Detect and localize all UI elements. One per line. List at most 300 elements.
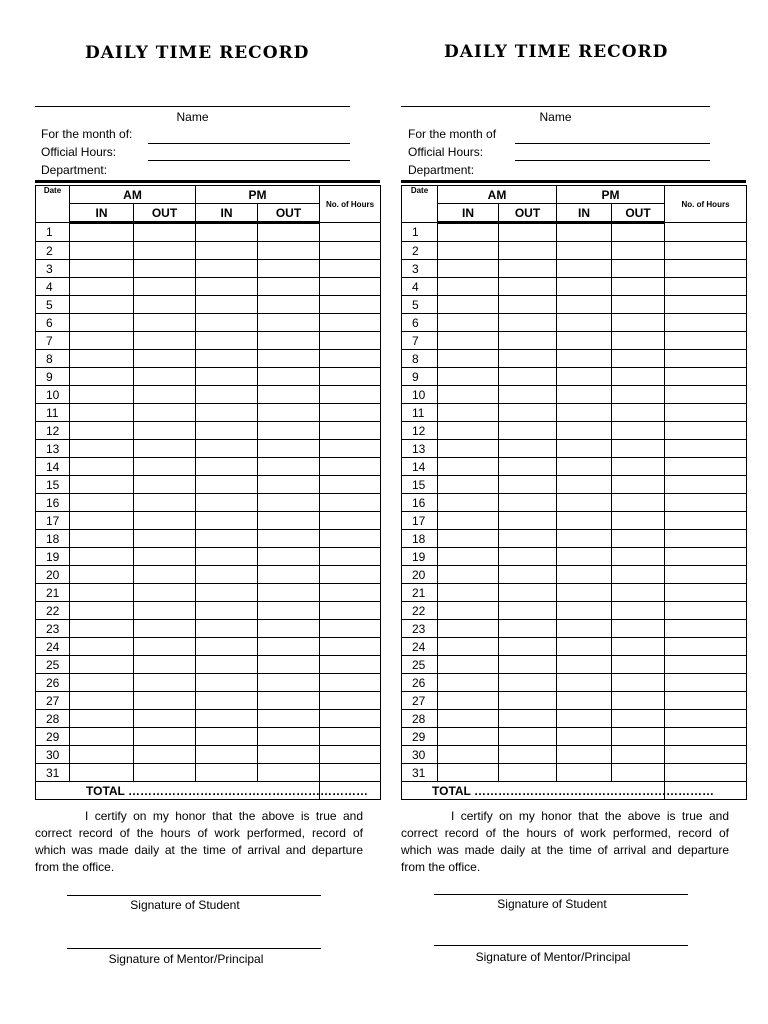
- am-in-cell[interactable]: [438, 512, 499, 530]
- am-in-cell[interactable]: [70, 566, 134, 584]
- hours-cell[interactable]: [665, 638, 747, 656]
- month-field-line[interactable]: [148, 143, 350, 144]
- pm-in-cell[interactable]: [557, 386, 612, 404]
- pm-out-cell[interactable]: [612, 223, 665, 242]
- am-out-cell[interactable]: [134, 674, 196, 692]
- official-hours-field-line[interactable]: [515, 160, 710, 161]
- hours-cell[interactable]: [665, 260, 747, 278]
- hours-cell[interactable]: [665, 422, 747, 440]
- hours-cell[interactable]: [320, 278, 381, 296]
- am-out-cell[interactable]: [499, 296, 557, 314]
- pm-out-cell[interactable]: [612, 458, 665, 476]
- am-in-cell[interactable]: [70, 764, 134, 782]
- hours-cell[interactable]: [320, 458, 381, 476]
- am-out-cell[interactable]: [134, 386, 196, 404]
- pm-in-cell[interactable]: [196, 512, 258, 530]
- am-out-cell[interactable]: [134, 512, 196, 530]
- am-in-cell[interactable]: [70, 710, 134, 728]
- pm-out-cell[interactable]: [612, 314, 665, 332]
- hours-cell[interactable]: [320, 440, 381, 458]
- am-out-cell[interactable]: [499, 656, 557, 674]
- pm-in-cell[interactable]: [557, 728, 612, 746]
- am-in-cell[interactable]: [70, 260, 134, 278]
- am-in-cell[interactable]: [438, 422, 499, 440]
- pm-in-cell[interactable]: [196, 458, 258, 476]
- hours-cell[interactable]: [320, 710, 381, 728]
- pm-out-cell[interactable]: [612, 512, 665, 530]
- hours-cell[interactable]: [320, 530, 381, 548]
- hours-cell[interactable]: [320, 602, 381, 620]
- am-out-cell[interactable]: [134, 584, 196, 602]
- pm-out-cell[interactable]: [258, 530, 320, 548]
- pm-in-cell[interactable]: [196, 223, 258, 242]
- am-in-cell[interactable]: [438, 692, 499, 710]
- hours-cell[interactable]: [320, 404, 381, 422]
- am-out-cell[interactable]: [134, 368, 196, 386]
- hours-cell[interactable]: [320, 422, 381, 440]
- am-in-cell[interactable]: [438, 566, 499, 584]
- am-in-cell[interactable]: [438, 458, 499, 476]
- pm-in-cell[interactable]: [196, 332, 258, 350]
- pm-in-cell[interactable]: [196, 404, 258, 422]
- hours-cell[interactable]: [665, 530, 747, 548]
- am-in-cell[interactable]: [70, 656, 134, 674]
- pm-in-cell[interactable]: [196, 386, 258, 404]
- hours-cell[interactable]: [320, 476, 381, 494]
- am-in-cell[interactable]: [70, 404, 134, 422]
- hours-cell[interactable]: [320, 314, 381, 332]
- pm-out-cell[interactable]: [612, 368, 665, 386]
- month-field-line[interactable]: [515, 143, 710, 144]
- hours-cell[interactable]: [320, 674, 381, 692]
- pm-out-cell[interactable]: [258, 278, 320, 296]
- hours-cell[interactable]: [320, 368, 381, 386]
- am-out-cell[interactable]: [499, 242, 557, 260]
- pm-in-cell[interactable]: [196, 242, 258, 260]
- hours-cell[interactable]: [320, 350, 381, 368]
- hours-cell[interactable]: [665, 494, 747, 512]
- student-signature-line[interactable]: [67, 895, 321, 896]
- am-out-cell[interactable]: [499, 422, 557, 440]
- hours-cell[interactable]: [320, 692, 381, 710]
- pm-in-cell[interactable]: [557, 332, 612, 350]
- am-in-cell[interactable]: [70, 314, 134, 332]
- am-out-cell[interactable]: [499, 674, 557, 692]
- pm-in-cell[interactable]: [557, 512, 612, 530]
- pm-in-cell[interactable]: [196, 422, 258, 440]
- pm-in-cell[interactable]: [557, 350, 612, 368]
- am-in-cell[interactable]: [438, 350, 499, 368]
- am-in-cell[interactable]: [438, 223, 499, 242]
- am-out-cell[interactable]: [499, 620, 557, 638]
- am-in-cell[interactable]: [70, 386, 134, 404]
- hours-cell[interactable]: [665, 728, 747, 746]
- am-out-cell[interactable]: [134, 242, 196, 260]
- hours-cell[interactable]: [665, 440, 747, 458]
- pm-in-cell[interactable]: [557, 422, 612, 440]
- pm-out-cell[interactable]: [612, 656, 665, 674]
- am-out-cell[interactable]: [134, 548, 196, 566]
- pm-out-cell[interactable]: [258, 764, 320, 782]
- pm-out-cell[interactable]: [612, 692, 665, 710]
- am-in-cell[interactable]: [438, 584, 499, 602]
- pm-in-cell[interactable]: [196, 296, 258, 314]
- am-out-cell[interactable]: [499, 548, 557, 566]
- student-signature-line[interactable]: [434, 894, 688, 895]
- hours-cell[interactable]: [665, 764, 747, 782]
- hours-cell[interactable]: [665, 602, 747, 620]
- pm-in-cell[interactable]: [557, 440, 612, 458]
- am-out-cell[interactable]: [499, 530, 557, 548]
- pm-out-cell[interactable]: [612, 440, 665, 458]
- hours-cell[interactable]: [665, 548, 747, 566]
- pm-out-cell[interactable]: [258, 674, 320, 692]
- pm-in-cell[interactable]: [557, 242, 612, 260]
- am-out-cell[interactable]: [499, 350, 557, 368]
- pm-out-cell[interactable]: [612, 530, 665, 548]
- pm-out-cell[interactable]: [258, 223, 320, 242]
- hours-cell[interactable]: [320, 584, 381, 602]
- pm-out-cell[interactable]: [612, 674, 665, 692]
- pm-out-cell[interactable]: [258, 260, 320, 278]
- am-in-cell[interactable]: [438, 314, 499, 332]
- am-in-cell[interactable]: [438, 638, 499, 656]
- am-in-cell[interactable]: [70, 728, 134, 746]
- pm-out-cell[interactable]: [258, 728, 320, 746]
- pm-out-cell[interactable]: [612, 620, 665, 638]
- pm-out-cell[interactable]: [258, 386, 320, 404]
- pm-out-cell[interactable]: [258, 710, 320, 728]
- pm-in-cell[interactable]: [557, 656, 612, 674]
- am-out-cell[interactable]: [499, 746, 557, 764]
- pm-out-cell[interactable]: [612, 494, 665, 512]
- am-out-cell[interactable]: [499, 332, 557, 350]
- pm-in-cell[interactable]: [557, 368, 612, 386]
- pm-out-cell[interactable]: [612, 728, 665, 746]
- pm-out-cell[interactable]: [612, 584, 665, 602]
- am-out-cell[interactable]: [499, 314, 557, 332]
- pm-in-cell[interactable]: [196, 260, 258, 278]
- pm-out-cell[interactable]: [612, 296, 665, 314]
- am-in-cell[interactable]: [438, 746, 499, 764]
- pm-in-cell[interactable]: [557, 584, 612, 602]
- pm-in-cell[interactable]: [196, 530, 258, 548]
- pm-in-cell[interactable]: [196, 494, 258, 512]
- hours-cell[interactable]: [320, 620, 381, 638]
- pm-in-cell[interactable]: [557, 602, 612, 620]
- am-in-cell[interactable]: [438, 656, 499, 674]
- am-in-cell[interactable]: [70, 512, 134, 530]
- am-out-cell[interactable]: [499, 386, 557, 404]
- am-in-cell[interactable]: [70, 332, 134, 350]
- am-out-cell[interactable]: [134, 332, 196, 350]
- am-out-cell[interactable]: [499, 638, 557, 656]
- hours-cell[interactable]: [320, 242, 381, 260]
- pm-out-cell[interactable]: [612, 332, 665, 350]
- am-in-cell[interactable]: [438, 602, 499, 620]
- am-out-cell[interactable]: [134, 223, 196, 242]
- am-in-cell[interactable]: [438, 710, 499, 728]
- pm-out-cell[interactable]: [612, 548, 665, 566]
- pm-in-cell[interactable]: [196, 602, 258, 620]
- am-in-cell[interactable]: [438, 674, 499, 692]
- pm-out-cell[interactable]: [612, 566, 665, 584]
- hours-cell[interactable]: [320, 296, 381, 314]
- pm-in-cell[interactable]: [557, 530, 612, 548]
- pm-out-cell[interactable]: [258, 692, 320, 710]
- pm-in-cell[interactable]: [557, 314, 612, 332]
- pm-out-cell[interactable]: [258, 620, 320, 638]
- hours-cell[interactable]: [320, 223, 381, 242]
- pm-in-cell[interactable]: [557, 260, 612, 278]
- am-out-cell[interactable]: [499, 584, 557, 602]
- pm-in-cell[interactable]: [557, 278, 612, 296]
- pm-out-cell[interactable]: [612, 260, 665, 278]
- hours-cell[interactable]: [320, 548, 381, 566]
- pm-out-cell[interactable]: [612, 710, 665, 728]
- hours-cell[interactable]: [665, 458, 747, 476]
- pm-in-cell[interactable]: [557, 458, 612, 476]
- pm-in-cell[interactable]: [196, 710, 258, 728]
- pm-in-cell[interactable]: [196, 674, 258, 692]
- hours-cell[interactable]: [665, 314, 747, 332]
- pm-in-cell[interactable]: [196, 620, 258, 638]
- hours-cell[interactable]: [320, 566, 381, 584]
- pm-in-cell[interactable]: [196, 350, 258, 368]
- am-in-cell[interactable]: [438, 296, 499, 314]
- pm-out-cell[interactable]: [258, 746, 320, 764]
- am-in-cell[interactable]: [70, 674, 134, 692]
- hours-cell[interactable]: [665, 584, 747, 602]
- hours-cell[interactable]: [665, 350, 747, 368]
- pm-out-cell[interactable]: [258, 332, 320, 350]
- am-out-cell[interactable]: [499, 440, 557, 458]
- am-out-cell[interactable]: [499, 728, 557, 746]
- am-in-cell[interactable]: [70, 368, 134, 386]
- am-in-cell[interactable]: [70, 638, 134, 656]
- pm-in-cell[interactable]: [196, 548, 258, 566]
- pm-in-cell[interactable]: [557, 476, 612, 494]
- am-out-cell[interactable]: [134, 458, 196, 476]
- am-in-cell[interactable]: [438, 494, 499, 512]
- am-out-cell[interactable]: [499, 494, 557, 512]
- hours-cell[interactable]: [665, 692, 747, 710]
- am-out-cell[interactable]: [134, 260, 196, 278]
- hours-cell[interactable]: [320, 656, 381, 674]
- pm-out-cell[interactable]: [258, 548, 320, 566]
- am-out-cell[interactable]: [499, 476, 557, 494]
- am-in-cell[interactable]: [438, 404, 499, 422]
- am-out-cell[interactable]: [134, 620, 196, 638]
- am-out-cell[interactable]: [499, 404, 557, 422]
- am-in-cell[interactable]: [438, 548, 499, 566]
- hours-cell[interactable]: [665, 223, 747, 242]
- hours-cell[interactable]: [320, 494, 381, 512]
- am-out-cell[interactable]: [134, 638, 196, 656]
- am-out-cell[interactable]: [134, 296, 196, 314]
- am-out-cell[interactable]: [499, 710, 557, 728]
- pm-out-cell[interactable]: [258, 602, 320, 620]
- am-in-cell[interactable]: [438, 260, 499, 278]
- am-in-cell[interactable]: [70, 602, 134, 620]
- hours-cell[interactable]: [320, 638, 381, 656]
- hours-cell[interactable]: [665, 566, 747, 584]
- hours-cell[interactable]: [665, 242, 747, 260]
- hours-cell[interactable]: [665, 710, 747, 728]
- am-out-cell[interactable]: [499, 458, 557, 476]
- pm-out-cell[interactable]: [258, 350, 320, 368]
- pm-out-cell[interactable]: [258, 404, 320, 422]
- am-in-cell[interactable]: [438, 242, 499, 260]
- pm-out-cell[interactable]: [258, 656, 320, 674]
- pm-in-cell[interactable]: [196, 656, 258, 674]
- pm-out-cell[interactable]: [612, 242, 665, 260]
- pm-in-cell[interactable]: [196, 314, 258, 332]
- pm-in-cell[interactable]: [557, 404, 612, 422]
- pm-in-cell[interactable]: [196, 638, 258, 656]
- hours-cell[interactable]: [320, 764, 381, 782]
- am-out-cell[interactable]: [134, 278, 196, 296]
- mentor-signature-line[interactable]: [67, 948, 321, 949]
- pm-in-cell[interactable]: [557, 710, 612, 728]
- pm-in-cell[interactable]: [557, 548, 612, 566]
- pm-out-cell[interactable]: [258, 476, 320, 494]
- pm-out-cell[interactable]: [258, 494, 320, 512]
- pm-out-cell[interactable]: [612, 764, 665, 782]
- am-in-cell[interactable]: [70, 458, 134, 476]
- hours-cell[interactable]: [320, 260, 381, 278]
- am-out-cell[interactable]: [134, 440, 196, 458]
- hours-cell[interactable]: [665, 674, 747, 692]
- am-out-cell[interactable]: [499, 764, 557, 782]
- pm-in-cell[interactable]: [557, 566, 612, 584]
- pm-in-cell[interactable]: [196, 566, 258, 584]
- pm-out-cell[interactable]: [612, 602, 665, 620]
- am-in-cell[interactable]: [70, 422, 134, 440]
- hours-cell[interactable]: [665, 656, 747, 674]
- pm-in-cell[interactable]: [196, 584, 258, 602]
- am-in-cell[interactable]: [70, 278, 134, 296]
- am-in-cell[interactable]: [70, 548, 134, 566]
- am-out-cell[interactable]: [134, 746, 196, 764]
- hours-cell[interactable]: [665, 332, 747, 350]
- hours-cell[interactable]: [320, 746, 381, 764]
- am-out-cell[interactable]: [499, 223, 557, 242]
- pm-in-cell[interactable]: [557, 620, 612, 638]
- pm-in-cell[interactable]: [196, 764, 258, 782]
- am-in-cell[interactable]: [438, 386, 499, 404]
- pm-out-cell[interactable]: [258, 512, 320, 530]
- pm-out-cell[interactable]: [258, 296, 320, 314]
- pm-in-cell[interactable]: [557, 638, 612, 656]
- pm-in-cell[interactable]: [557, 746, 612, 764]
- hours-cell[interactable]: [665, 620, 747, 638]
- am-out-cell[interactable]: [134, 404, 196, 422]
- am-out-cell[interactable]: [499, 278, 557, 296]
- pm-in-cell[interactable]: [196, 692, 258, 710]
- pm-out-cell[interactable]: [612, 278, 665, 296]
- pm-out-cell[interactable]: [258, 458, 320, 476]
- pm-in-cell[interactable]: [557, 674, 612, 692]
- am-in-cell[interactable]: [438, 620, 499, 638]
- am-out-cell[interactable]: [134, 530, 196, 548]
- am-out-cell[interactable]: [134, 314, 196, 332]
- hours-cell[interactable]: [320, 512, 381, 530]
- am-in-cell[interactable]: [70, 746, 134, 764]
- hours-cell[interactable]: [665, 476, 747, 494]
- am-out-cell[interactable]: [134, 710, 196, 728]
- pm-in-cell[interactable]: [196, 440, 258, 458]
- pm-out-cell[interactable]: [258, 638, 320, 656]
- am-in-cell[interactable]: [70, 440, 134, 458]
- am-in-cell[interactable]: [438, 476, 499, 494]
- pm-in-cell[interactable]: [196, 476, 258, 494]
- pm-in-cell[interactable]: [196, 728, 258, 746]
- am-in-cell[interactable]: [438, 440, 499, 458]
- hours-cell[interactable]: [320, 728, 381, 746]
- am-in-cell[interactable]: [438, 530, 499, 548]
- am-out-cell[interactable]: [499, 512, 557, 530]
- am-in-cell[interactable]: [70, 692, 134, 710]
- pm-in-cell[interactable]: [196, 368, 258, 386]
- pm-out-cell[interactable]: [612, 350, 665, 368]
- pm-in-cell[interactable]: [557, 764, 612, 782]
- hours-cell[interactable]: [665, 746, 747, 764]
- am-in-cell[interactable]: [438, 728, 499, 746]
- hours-cell[interactable]: [665, 386, 747, 404]
- am-out-cell[interactable]: [134, 764, 196, 782]
- am-out-cell[interactable]: [134, 692, 196, 710]
- hours-cell[interactable]: [665, 296, 747, 314]
- pm-out-cell[interactable]: [612, 386, 665, 404]
- pm-out-cell[interactable]: [612, 422, 665, 440]
- pm-in-cell[interactable]: [557, 494, 612, 512]
- am-in-cell[interactable]: [70, 530, 134, 548]
- am-in-cell[interactable]: [70, 242, 134, 260]
- am-out-cell[interactable]: [134, 728, 196, 746]
- pm-out-cell[interactable]: [258, 368, 320, 386]
- am-in-cell[interactable]: [70, 584, 134, 602]
- hours-cell[interactable]: [665, 368, 747, 386]
- am-in-cell[interactable]: [70, 494, 134, 512]
- hours-cell[interactable]: [665, 278, 747, 296]
- am-out-cell[interactable]: [134, 602, 196, 620]
- pm-out-cell[interactable]: [612, 638, 665, 656]
- pm-out-cell[interactable]: [612, 404, 665, 422]
- am-in-cell[interactable]: [70, 620, 134, 638]
- hours-cell[interactable]: [320, 386, 381, 404]
- pm-out-cell[interactable]: [258, 584, 320, 602]
- pm-out-cell[interactable]: [612, 476, 665, 494]
- pm-in-cell[interactable]: [196, 278, 258, 296]
- am-out-cell[interactable]: [134, 494, 196, 512]
- am-out-cell[interactable]: [134, 566, 196, 584]
- am-out-cell[interactable]: [134, 656, 196, 674]
- pm-in-cell[interactable]: [557, 692, 612, 710]
- am-in-cell[interactable]: [438, 278, 499, 296]
- pm-out-cell[interactable]: [258, 242, 320, 260]
- am-out-cell[interactable]: [499, 566, 557, 584]
- hours-cell[interactable]: [665, 512, 747, 530]
- pm-out-cell[interactable]: [258, 314, 320, 332]
- am-in-cell[interactable]: [70, 350, 134, 368]
- am-in-cell[interactable]: [438, 368, 499, 386]
- official-hours-field-line[interactable]: [148, 160, 350, 161]
- am-out-cell[interactable]: [499, 368, 557, 386]
- am-out-cell[interactable]: [499, 692, 557, 710]
- am-out-cell[interactable]: [134, 350, 196, 368]
- hours-cell[interactable]: [320, 332, 381, 350]
